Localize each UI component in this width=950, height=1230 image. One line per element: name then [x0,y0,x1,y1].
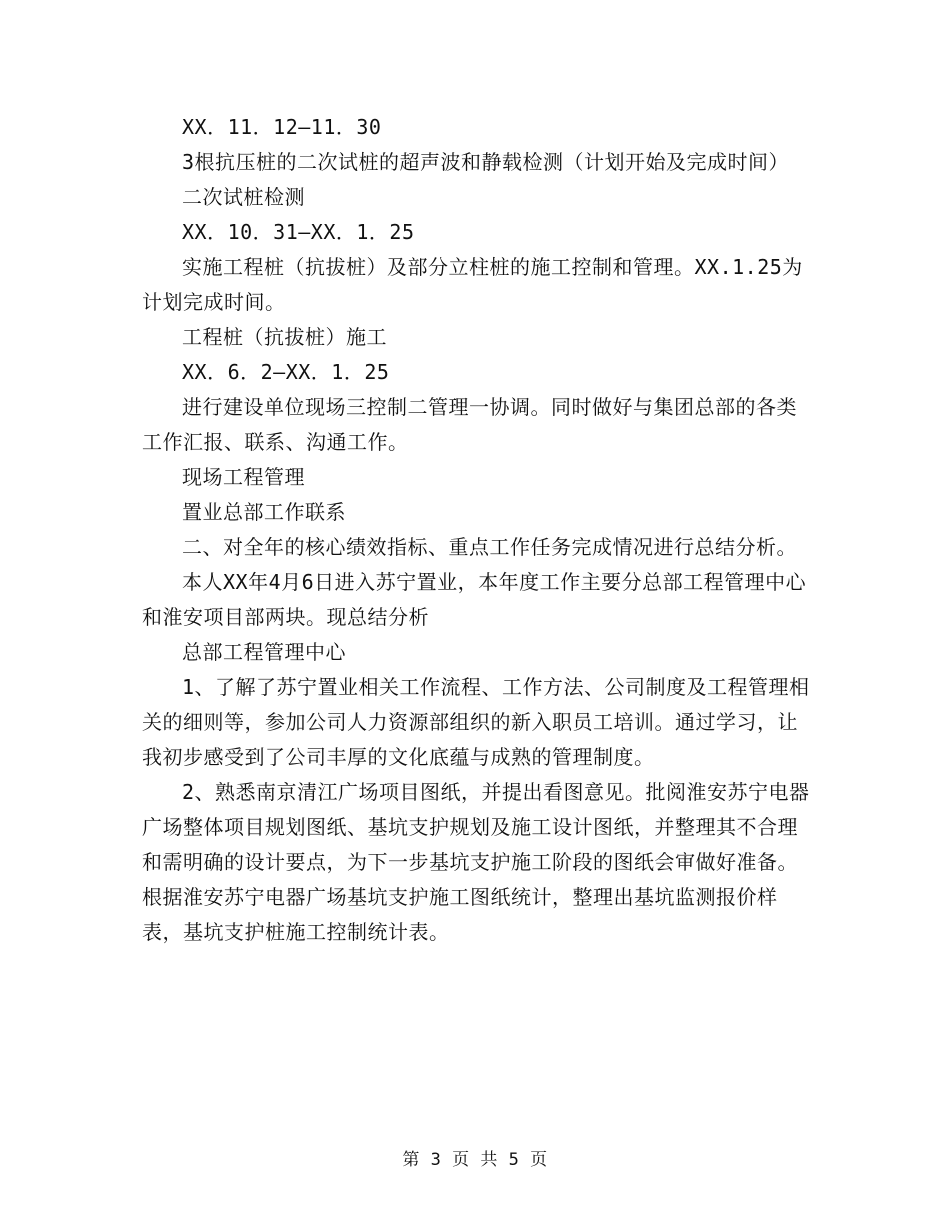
paragraph: XX．6．2—XX．1．25 [182,360,390,384]
page-footer [0,1145,950,1170]
paragraph: 本人XX年4月6日进入苏宁置业，本年度工作主要分总部工程管理中心和淮安项目部两块。现总结分析 [142,570,807,629]
paragraph: 实施工程桩（抗拔桩）及部分立柱桩的施工控制和管理。XX.1.25为计划完成时间。 [142,255,803,314]
paragraph: 1、了解了苏宁置业相关工作流程、工作方法、公司制度及工程管理相关的细则等，参加公司人力资源部组织的新入职员工培训。通过学习，让我初步感受到了公司丰厚的文化底蕴与成熟的管理制度。 [142,675,810,769]
paragraph: 工程桩（抗拔桩）施工 [182,325,387,349]
paragraph: 现场工程管理 [182,465,305,489]
paragraph: 3根抗压桩的二次试桩的超声波和静载检测（计划开始及完成时间） [182,150,790,174]
paragraph: 置业总部工作联系 [182,500,346,524]
paragraph: XX．10．31—XX．1．25 [182,220,415,244]
paragraph: 二次试桩检测 [182,185,305,209]
paragraph: 2、熟悉南京清江广场项目图纸，并提出看图意见。批阅淮安苏宁电器广场整体项目规划图纸、基坑支护规划及施工设计图纸，并整理其不合理和需明确的设计要点，为下一步基坑支护施工阶段的图纸会审做好准备。根据淮安苏宁电器广场基坑支护施工图纸统计，整理出基坑监测报价样表，基坑支护桩施工控制统计表。 [142,780,810,944]
paragraph: 总部工程管理中心 [182,640,346,664]
page-number-label: 第 3 页 共 5 页 [402,1150,548,1170]
paragraph: 进行建设单位现场三控制二管理一协调。同时做好与集团总部的各类工作汇报、联系、沟通工作。 [142,395,797,454]
paragraph: 二、对全年的核心绩效指标、重点工作任务完成情况进行总结分析。 [182,535,797,559]
paragraph: XX．11．12—11．30 [182,115,382,139]
document-body [142,110,812,950]
